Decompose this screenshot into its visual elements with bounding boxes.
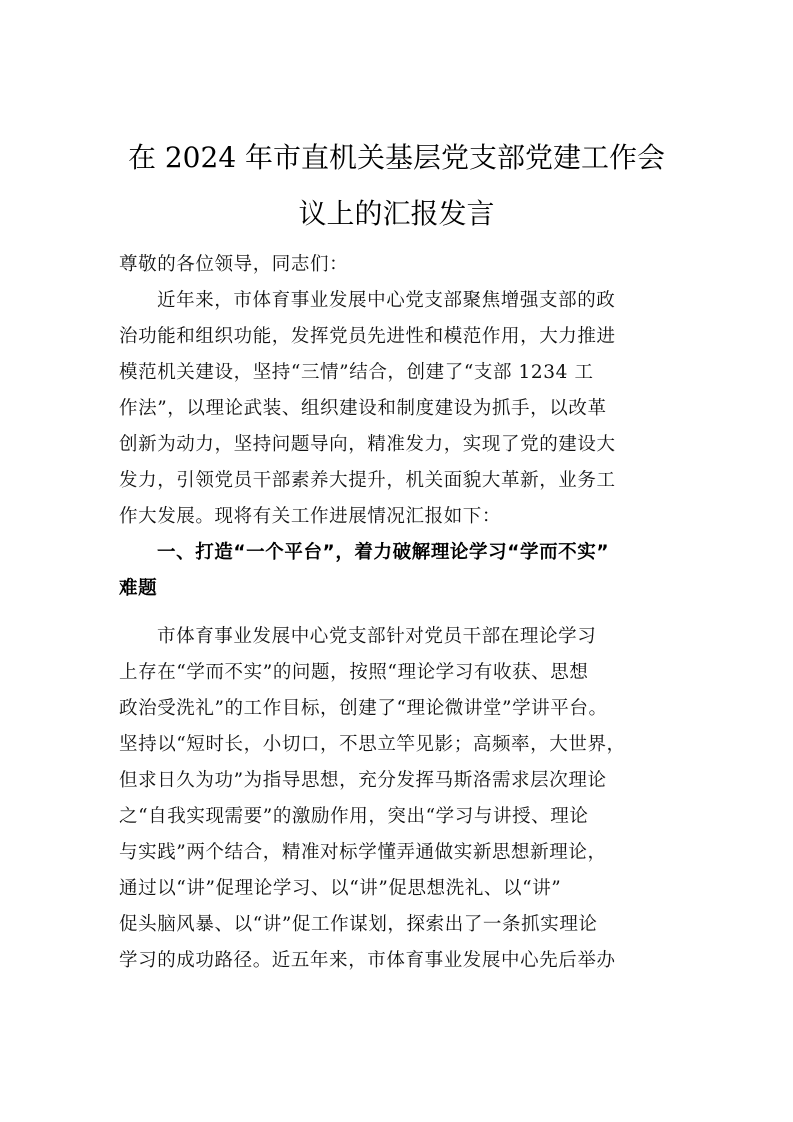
paragraph-line: 市体育事业发展中心党支部针对党员干部在理论学习 [157,626,597,647]
salutation: 尊敬的各位领导，同志们： [119,254,349,275]
paragraph-line: 模范机关建设，坚持“三情”结合，创建了“支部 1234 工 [119,362,594,383]
paragraph-line: 发力，引领党员干部素养大提升，机关面貌大革新，业务工 [119,470,616,491]
paragraph-line: 作大发展。现将有关工作进展情况汇报如下： [119,506,502,527]
paragraph-line: 上存在“学而不实”的问题，按照“理论学习有收获、思想 [119,662,589,683]
paragraph-line: 促头脑风暴、以“讲”促工作谋划，探索出了一条抓实理论 [119,914,598,935]
paragraph-line: 但求日久为功”为指导思想，充分发挥马斯洛需求层次理论 [119,770,607,791]
paragraph-line: 坚持以“短时长，小切口，不思立竿见影；高频率，大世界， [119,734,626,755]
paragraph-line: 与实践”两个结合，精准对标学懂弄通做实新思想新理论， [119,842,607,863]
paragraph-line: 之“自我实现需要”的激励作用，突出“学习与讲授、理论 [119,806,589,827]
paragraph-line: 近年来，市体育事业发展中心党支部聚焦增强支部的政 [157,290,616,311]
paragraph-line: 学习的成功路径。近五年来，市体育事业发展中心先后举办 [119,950,616,971]
heading-line: 一、打造“一个平台”，着力破解理论学习“学而不实” [157,542,610,563]
document-title-line-1: 在 2024 年市直机关基层党支部党建工作会 [127,141,666,174]
heading-line: 难题 [119,578,158,599]
paragraph-line: 通过以“讲”促理论学习、以“讲”促思想洗礼、以“讲” [119,878,562,899]
document-title-line-2: 议上的汇报发言 [298,197,495,230]
paragraph-line: 作法”，以理论武装、组织建设和制度建设为抓手，以改革 [119,398,607,419]
paragraph-line: 创新为动力，坚持问题导向，精准发力，实现了党的建设大 [119,434,616,455]
paragraph-line: 治功能和组织功能，发挥党员先进性和模范作用，大力推进 [119,326,616,347]
paragraph-line: 政治受洗礼”的工作目标，创建了“理论微讲堂”学讲平台。 [119,698,608,719]
